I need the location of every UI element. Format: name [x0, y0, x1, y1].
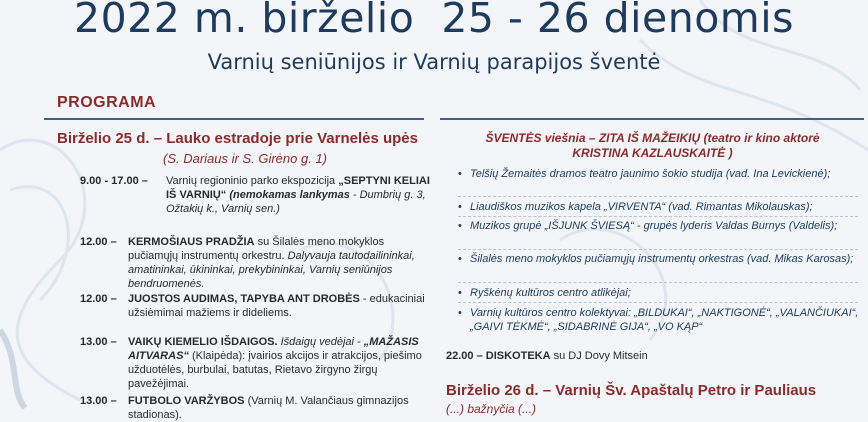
- event-juostos: [80, 292, 430, 320]
- event-time: 13.00 –: [80, 395, 117, 407]
- divider-left: [44, 118, 424, 120]
- ensemble-item: • Šilalės meno mokyklos pučiamųjų instrumentų orkestras (vad. Mikas Karosas);: [458, 252, 860, 266]
- event-text: - edukaciniai užsiėmimai mažiems ir dideliems.: [128, 293, 425, 319]
- event-title: JUOSTOS AUDIMAS, TAPYBA ANT DROBĖS: [128, 293, 360, 305]
- ensemble-divider: [458, 249, 858, 250]
- guest-name: ZITA IŠ MAŽEIKIŲ: [598, 131, 701, 145]
- event-title: DISKOTEKA: [485, 350, 551, 362]
- event-time: 12.00 –: [80, 236, 117, 248]
- event-text: su Šilalės meno mokyklos pučiamųjų instrumentų orkestru.: [128, 236, 385, 262]
- ensemble-item: • Varnių kultūros centro kolektyvai: „BILDUKAI“, „NAKTIGONĖ“, „VALANČIUKAI“, „GAIVI TĖKMĖ“, „SIDABRINĖ GIJA“, „VO KĄP“: [458, 307, 859, 333]
- event-title: VAIKŲ KIEMELIO IŠDAIGOS.: [128, 336, 278, 348]
- ensemble-text: Varnių kultūros centro kolektyvai: „BILDUKAI“, „NAKTIGONĖ“, „VALANČIUKAI“, „GAIVI TĖKMĖ“, „SIDABRINĖ GIJA“, „VO KĄP“: [470, 307, 859, 333]
- page-title: 2022 m. birželio 25 - 26 dienomis: [74, 0, 794, 42]
- programa-heading: PROGRAMA: [57, 94, 157, 111]
- day2-subline: (...) bažnyčia (...): [446, 402, 537, 416]
- ensemble-text: Muzikos grupė „IŠJUNK ŠVIESĄ“ - grupės lyderis Valdas Burnys (Valdelis);: [470, 220, 838, 232]
- ensemble-item: • Muzikos grupė „IŠJUNK ŠVIESĄ“ - grupės lyderis Valdas Burnys (Valdelis);: [458, 219, 860, 233]
- event-note: Išdaigų vedėjai -: [277, 336, 364, 348]
- event-kermosius: [80, 235, 430, 291]
- ensemble-text: Ryškėnų kultūros centro atlikėjai;: [470, 287, 631, 299]
- event-title: „SEPTYNI KELIAI IŠ VARNIŲ“: [166, 175, 430, 201]
- guest-actress: KRISTINA KAZLAUSKAITĖ ): [572, 146, 733, 160]
- ensemble-text: Telšių Žemaitės dramos teatro jaunimo šokio studija (vad. Ina Levickienė);: [470, 168, 831, 180]
- guest-prefix: ŠVENTĖS viešnia –: [485, 131, 599, 145]
- ensemble-divider: [458, 216, 858, 217]
- event-vaiku-kiemelis: [80, 335, 430, 391]
- event-title: FUTBOLO VARŽYBOS: [128, 395, 245, 407]
- event-futbolas: [80, 394, 430, 422]
- ensemble-divider: [458, 302, 858, 303]
- event-host: „MAŽASIS AITVARAS“: [128, 336, 419, 362]
- ensemble-item: • Ryškėnų kultūros centro atlikėjai;: [458, 286, 860, 300]
- ensemble-divider: [458, 196, 858, 197]
- event-text: Varnių regioninio parko ekspozicija: [166, 175, 339, 187]
- ensemble-item: • Telšių Žemaitės dramos teatro jaunimo šokio studija (vad. Ina Levickienė);: [458, 167, 860, 181]
- guest-announcement: [445, 131, 860, 161]
- event-time: 13.00 –: [80, 336, 117, 348]
- day1-place: – Lauko estradoje prie Varnelės upės: [149, 130, 418, 147]
- event-text: (Varnių M. Valančiaus gimnazijos stadionas).: [128, 395, 409, 421]
- day2-date: Birželio 26 d.: [446, 382, 539, 399]
- divider-right: [440, 118, 864, 120]
- day1-heading: [57, 130, 418, 147]
- event-expozicija: [80, 174, 430, 216]
- event-diskoteka: [446, 350, 648, 362]
- guest-suffix: (teatro ir kino aktorė: [700, 131, 820, 145]
- event-address: - Dumbrių g. 3, Ožtakių k., Varnių sen.): [166, 189, 426, 215]
- day2-heading: [446, 382, 816, 399]
- event-time: 12.00 –: [80, 293, 117, 305]
- day1-date: Birželio 25 d.: [57, 130, 150, 147]
- event-text: su DJ Dovy Mitsein: [550, 350, 648, 362]
- event-time: 9.00 - 17.00 –: [80, 175, 148, 187]
- event-text: (Klaipėda): įvairios akcijos ir atrakcijos, piešimo užduotėlės, burbulai, batutas, Rietavo žirgyno žirgų pavežėjimai.: [128, 350, 422, 390]
- ensemble-text: Liaudiškos muzikos kapela „VIRVENTA“ (vad. Rimantas Mikolauskas);: [470, 201, 813, 213]
- day2-place: – Varnių Šv. Apaštalų Petro ir Pauliaus: [538, 382, 817, 399]
- event-note: (nemokamas lankymas: [226, 189, 350, 201]
- day1-address: (S. Dariaus ir S. Girėno g. 1): [163, 151, 327, 166]
- ensemble-text: Šilalės meno mokyklos pučiamųjų instrumentų orkestras (vad. Mikas Karosas);: [470, 253, 854, 265]
- event-time: 22.00 –: [446, 350, 483, 362]
- event-note: Dalyvauja tautodailininkai, amatininkai, ūkininkai, prekybininkai, Varnių seniūnijos bendruomenės.: [128, 250, 415, 290]
- ensemble-divider: [458, 282, 858, 283]
- ensemble-item: • Liaudiškos muzikos kapela „VIRVENTA“ (vad. Rimantas Mikolauskas);: [458, 200, 860, 214]
- event-title: KERMOŠIAUS PRADŽIA: [128, 236, 255, 248]
- page-subtitle: Varnių seniūnijos ir Varnių parapijos šventė: [207, 50, 661, 74]
